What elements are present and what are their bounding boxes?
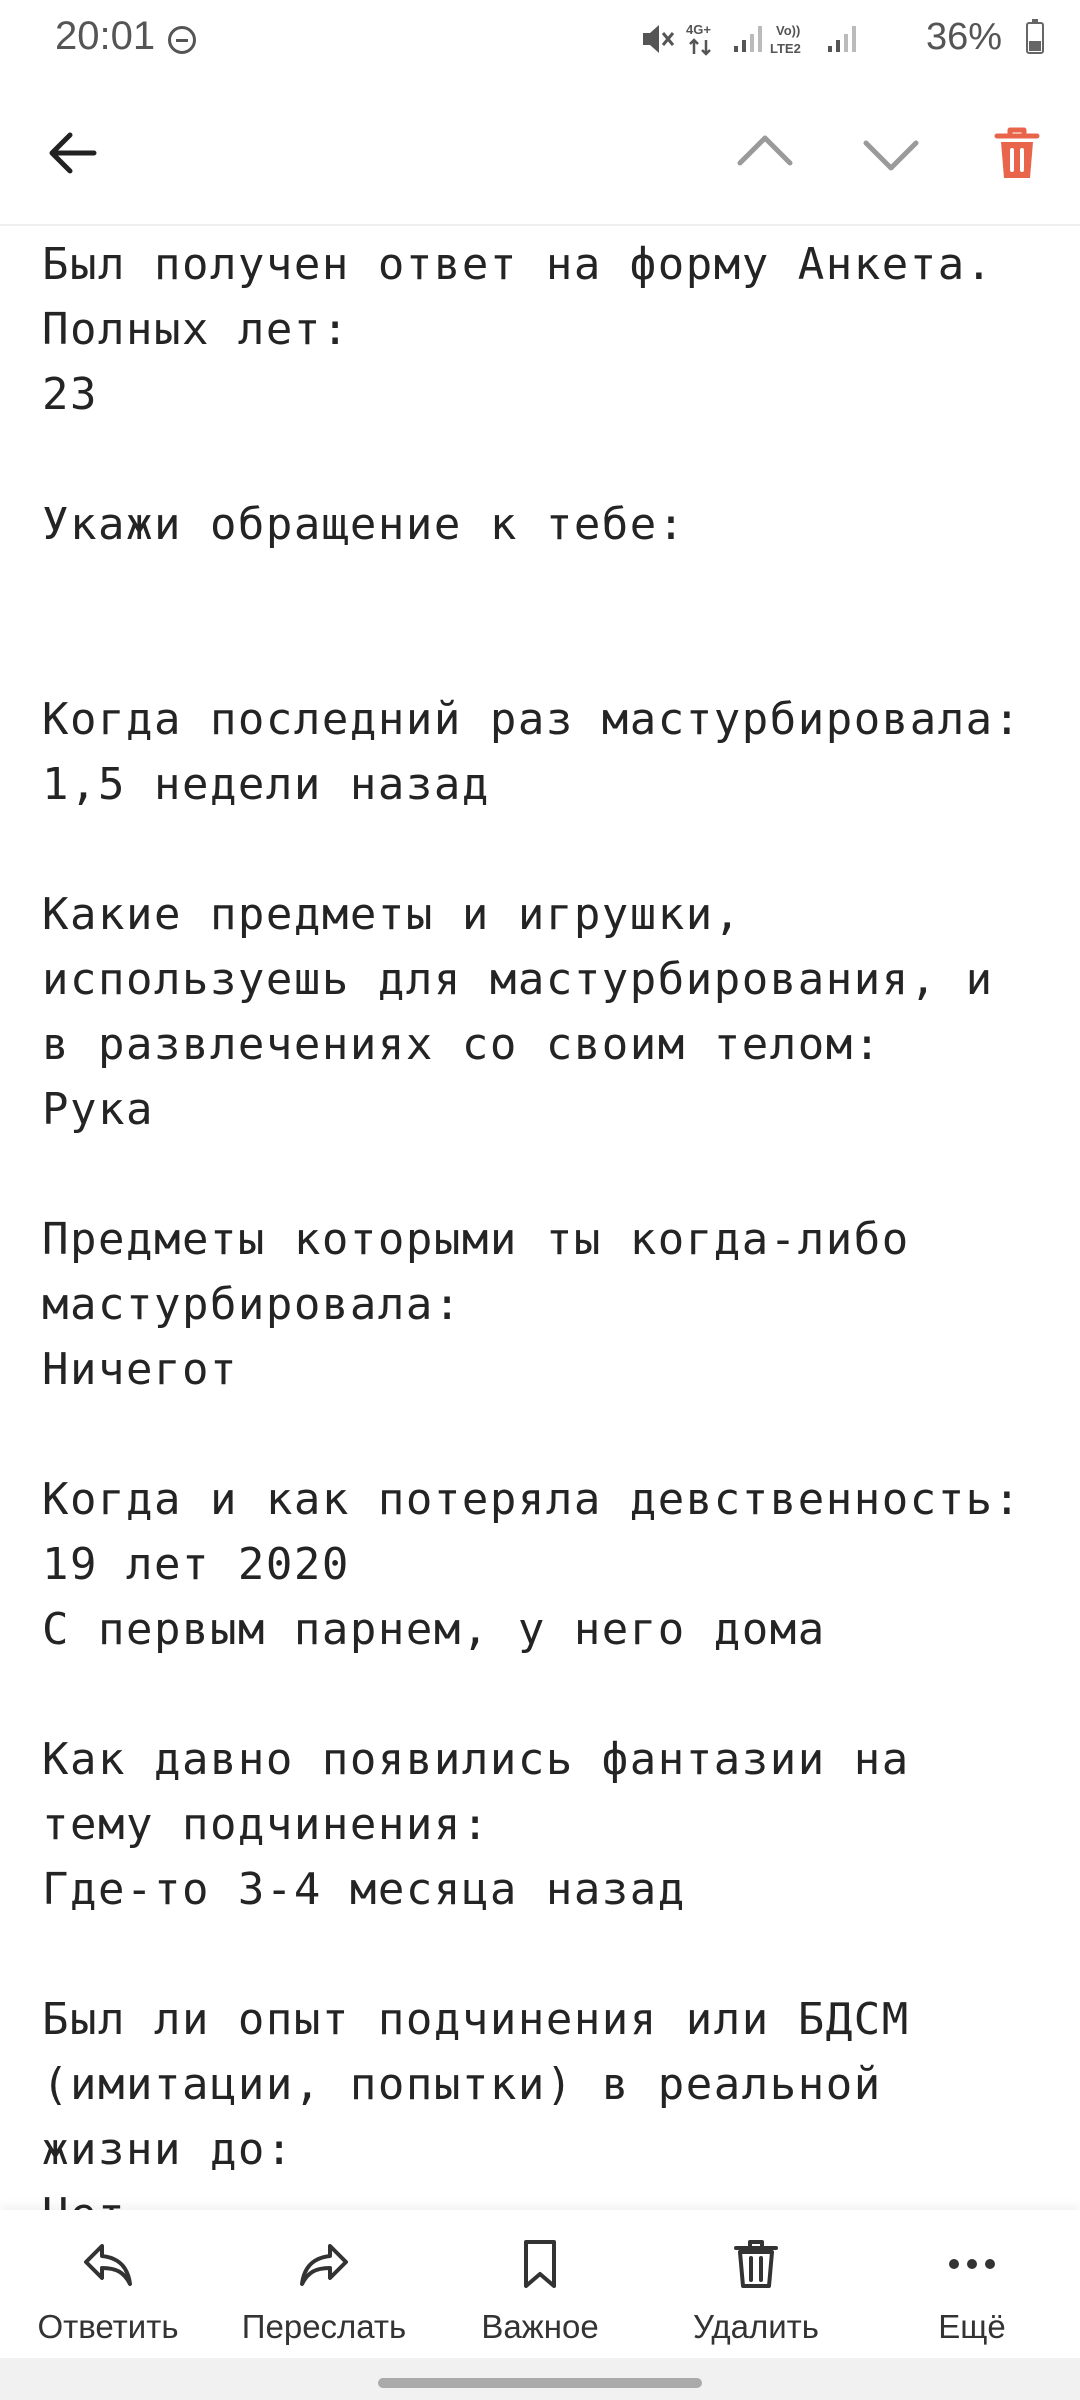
svg-text:LTE2: LTE2 xyxy=(770,41,801,56)
message-line: Какие предметы и игрушки, xyxy=(42,889,742,940)
more-button[interactable] xyxy=(872,2210,1072,2358)
status-time: 20:01 xyxy=(55,14,156,58)
message-line: Полных лет: xyxy=(42,304,350,355)
message-line: Предметы которыми ты когда-либо xyxy=(42,1214,910,1265)
status-bar xyxy=(0,0,1080,78)
reply-button[interactable] xyxy=(8,2210,208,2358)
volte-icon xyxy=(770,20,820,60)
previous-message-button[interactable] xyxy=(720,108,810,198)
bookmark-icon xyxy=(512,2236,568,2292)
message-line: (имитации, попытки) в реальной xyxy=(42,2059,882,2110)
message-toolbar xyxy=(0,78,1080,226)
more-dots-icon xyxy=(944,2236,1000,2292)
message-line: Был ли опыт подчинения или БДСМ xyxy=(42,1994,910,2045)
message-line: Где-то 3-4 месяца назад xyxy=(42,1864,686,1915)
delete-label: Удалить xyxy=(693,2308,819,2345)
message-line: Укажи обращение к тебе: xyxy=(42,499,686,550)
network-label: 4G+ xyxy=(686,22,711,37)
message-line: Был получен ответ на форму Анкета. xyxy=(42,239,994,290)
status-icons xyxy=(640,0,1080,78)
svg-text:Vo)): Vo)) xyxy=(776,23,801,38)
forward-icon xyxy=(296,2236,352,2292)
reply-label: Ответить xyxy=(37,2308,179,2345)
message-line: жизни до: xyxy=(42,2124,294,2175)
message-line: 23 xyxy=(42,369,98,420)
important-button[interactable] xyxy=(440,2210,640,2358)
message-line: Рука xyxy=(42,1084,154,1135)
trash-icon xyxy=(728,2236,784,2292)
message-line: С первым парнем, у него дома xyxy=(42,1604,826,1655)
signal-1-icon xyxy=(732,22,764,54)
do-not-disturb-icon xyxy=(168,26,196,54)
bottom-action-bar xyxy=(0,2210,1080,2358)
message-line: 19 лет 2020 xyxy=(42,1539,350,1590)
message-body xyxy=(42,226,1052,2210)
signal-2-icon xyxy=(826,22,858,54)
important-label: Важное xyxy=(481,2308,599,2345)
message-text xyxy=(42,226,1052,2247)
message-line: мастурбировала: xyxy=(42,1279,462,1330)
chevron-down-icon xyxy=(846,108,936,198)
mute-icon xyxy=(640,22,676,56)
delete-message-button[interactable] xyxy=(972,108,1062,198)
message-line: в развлечениях со своим телом: xyxy=(42,1019,882,1070)
message-line: Ничегот xyxy=(42,1344,238,1395)
delete-button[interactable] xyxy=(656,2210,856,2358)
message-line: тему подчинения: xyxy=(42,1799,490,1850)
message-line: Как давно появились фантазии на xyxy=(42,1734,910,1785)
battery-icon xyxy=(1026,22,1044,54)
message-line: Когда и как потеряла девственность: xyxy=(42,1474,1022,1525)
forward-button[interactable] xyxy=(224,2210,424,2358)
message-line: используешь для мастурбирования, и xyxy=(42,954,994,1005)
network-4g-icon xyxy=(686,20,722,60)
trash-icon xyxy=(972,108,1062,198)
next-message-button[interactable] xyxy=(846,108,936,198)
battery-percentage: 36% xyxy=(926,16,1003,58)
home-indicator[interactable] xyxy=(378,2378,702,2388)
back-button[interactable] xyxy=(28,108,118,198)
more-label: Ещё xyxy=(938,2308,1006,2345)
message-line: 1,5 недели назад xyxy=(42,759,490,810)
gesture-bar xyxy=(0,2358,1080,2400)
reply-icon xyxy=(80,2236,136,2292)
forward-label: Переслать xyxy=(241,2308,407,2345)
chevron-up-icon xyxy=(720,108,810,198)
arrow-left-icon xyxy=(28,108,118,198)
message-line: Когда последний раз мастурбировала: xyxy=(42,694,1022,745)
